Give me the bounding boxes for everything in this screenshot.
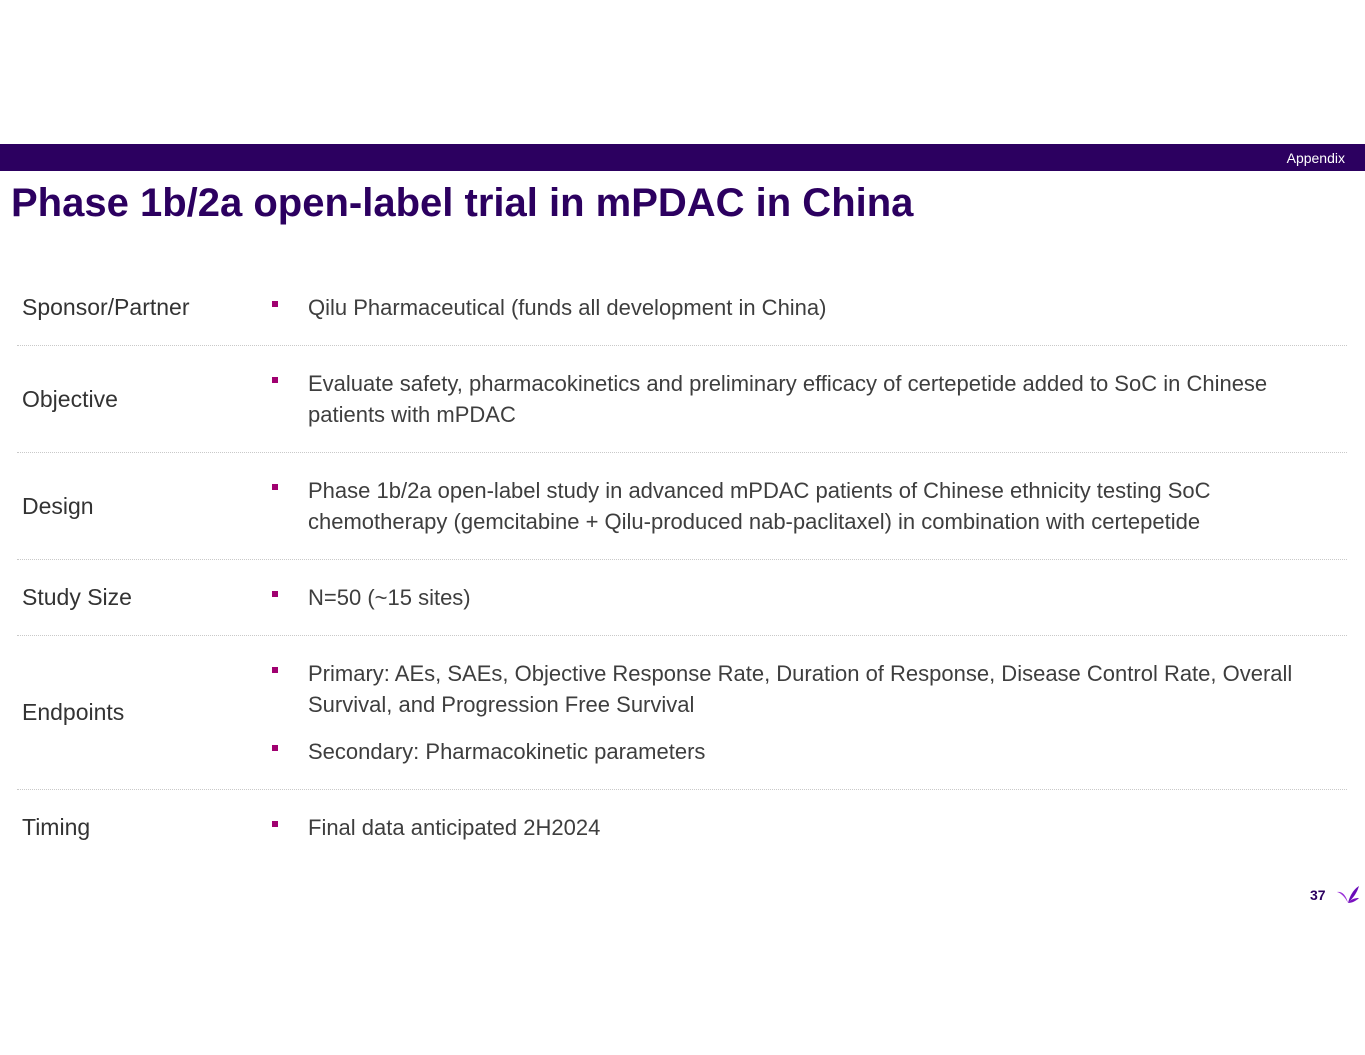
bullet-item (270, 658, 1347, 720)
bullet-text: Qilu Pharmaceutical (funds all development in China) (308, 295, 827, 320)
bullet-item (270, 292, 1347, 323)
bullet-item (270, 812, 1347, 843)
bullet-text: Primary: AEs, SAEs, Objective Response Rate, Duration of Response, Disease Control Rate, Overall Survival, and Progression Free Survival (308, 661, 1293, 717)
row-body (270, 270, 1347, 345)
row-label: Study Size (22, 584, 132, 610)
square-bullet-icon (272, 301, 278, 307)
table-row-study-size (17, 560, 1347, 636)
bullet-item (270, 475, 1347, 537)
row-label: Design (22, 492, 94, 519)
row-label: Endpoints (22, 699, 125, 725)
page-number: 37 (1310, 887, 1326, 903)
section-tag: Appendix (1286, 150, 1345, 166)
row-label: Objective (22, 385, 118, 412)
bullet-item (270, 368, 1347, 430)
row-body (270, 636, 1347, 789)
bullet-text: Phase 1b/2a open-label study in advanced mPDAC patients of Chinese ethnicity testing SoC chemotherapy (gemcitabine + Qilu-produced nab-paclitaxel) in combination with certepetide (308, 478, 1211, 534)
square-bullet-icon (272, 484, 278, 490)
square-bullet-icon (272, 667, 278, 673)
bullet-item (270, 582, 1347, 613)
leaf-logo-icon (1336, 883, 1360, 907)
header-bar (0, 144, 1365, 171)
table-row-endpoints (17, 636, 1347, 790)
row-label: Sponsor/Partner (22, 294, 190, 320)
row-body (270, 790, 1347, 865)
bullet-text: N=50 (~15 sites) (308, 585, 471, 610)
table-row-timing (17, 790, 1347, 865)
row-body (270, 560, 1347, 635)
table-row-objective (17, 346, 1347, 453)
bullet-item (270, 736, 1347, 767)
row-body (270, 453, 1347, 559)
square-bullet-icon (272, 745, 278, 751)
bullet-text: Evaluate safety, pharmacokinetics and preliminary efficacy of certepetide added to SoC in Chinese patients with mPDAC (308, 371, 1268, 427)
trial-info-table (17, 270, 1347, 865)
square-bullet-icon (272, 591, 278, 597)
square-bullet-icon (272, 377, 278, 383)
row-label: Timing (22, 814, 91, 840)
square-bullet-icon (272, 821, 278, 827)
table-row-design (17, 453, 1347, 560)
bullet-text: Final data anticipated 2H2024 (308, 815, 601, 840)
table-row-sponsor (17, 270, 1347, 346)
page-title: Phase 1b/2a open-label trial in mPDAC in China (11, 181, 914, 225)
bullet-text: Secondary: Pharmacokinetic parameters (308, 739, 706, 764)
row-body (270, 346, 1347, 452)
